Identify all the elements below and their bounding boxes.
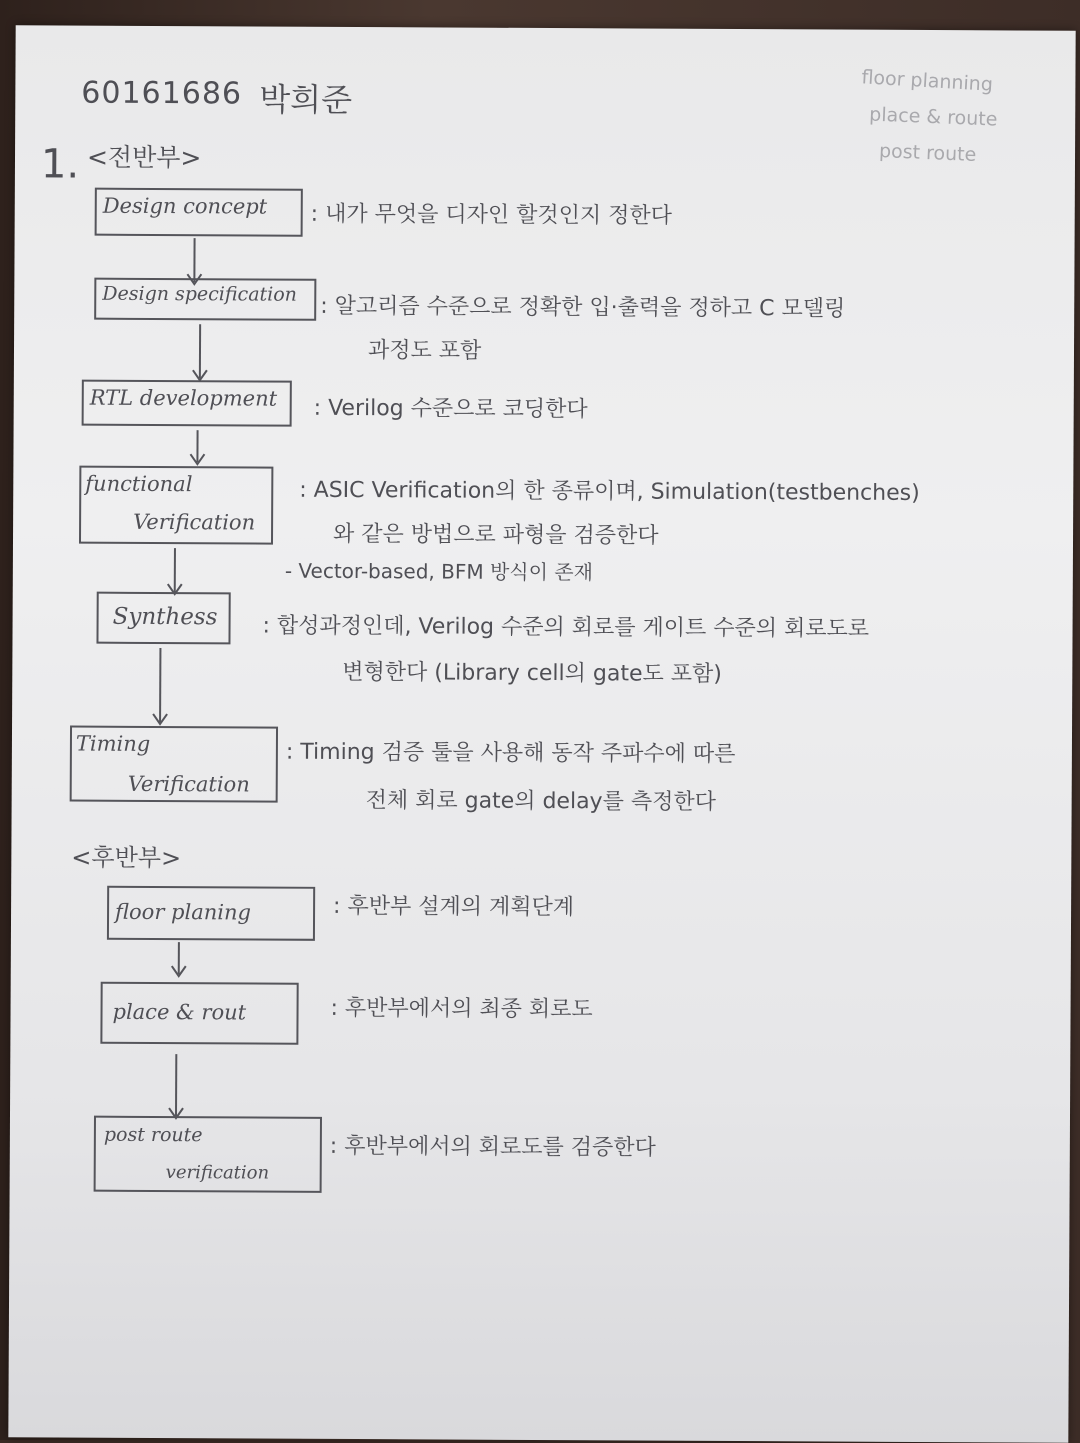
- flow-box-label-line: functional: [85, 472, 192, 497]
- corner-note-3: post route: [879, 140, 977, 166]
- flow-box-functional-verification: [79, 466, 273, 545]
- down-arrow-icon: [185, 428, 209, 468]
- flow-box-label-line: Verification: [128, 772, 250, 797]
- flow-box-post-route-verification: [94, 1116, 322, 1193]
- flow-box-label-line: verification: [166, 1162, 270, 1184]
- flow-box-label: Design concept: [103, 194, 268, 219]
- flow-description: : 후반부 설계의 계획단계: [333, 889, 574, 921]
- flow-description: : 알고리즘 수준으로 정확한 입·출력을 정하고 C 모델링: [320, 289, 845, 323]
- flow-box-label: RTL development: [90, 386, 277, 411]
- flow-description: - Vector-based, BFM 방식이 존재: [285, 555, 593, 586]
- back-end-heading: <후반부>: [71, 838, 181, 874]
- flow-description: : Verilog 수준으로 코딩한다: [314, 391, 588, 423]
- flow-box-place-route: [100, 982, 298, 1045]
- flow-box-timing-verification: [70, 726, 278, 803]
- down-arrow-icon: [167, 940, 191, 980]
- flow-box-floor-planning: [107, 886, 315, 941]
- student-id: 60161686: [81, 76, 242, 112]
- flow-description: 변형한다 (Library cell의 gate도 포함): [342, 655, 722, 688]
- flow-box-label-line: Verification: [133, 510, 255, 535]
- flow-description: : Timing 검증 툴을 사용해 동작 주파수에 따른: [286, 735, 736, 768]
- corner-note-2: place & route: [869, 103, 998, 130]
- flow-description: 와 같은 방법으로 파형을 검증한다: [333, 517, 659, 550]
- question-number: 1.: [41, 141, 79, 187]
- student-name: 박희준: [259, 75, 352, 121]
- flow-description: : ASIC Verification의 한 종류이며, Simulation(testbenches): [299, 473, 920, 507]
- flow-description: : 후반부에서의 최종 회로도: [330, 991, 592, 1023]
- corner-note-1: floor planning: [861, 66, 994, 96]
- front-end-heading: <전반부>: [87, 138, 202, 175]
- notebook-page: [8, 25, 1075, 1443]
- flow-box-synthesis: [96, 592, 230, 645]
- flow-box-label: floor planing: [115, 900, 251, 925]
- flow-box-label-line: Timing: [76, 732, 150, 756]
- down-arrow-icon: [164, 1052, 188, 1122]
- flow-box-label: Design specification: [102, 283, 297, 306]
- down-arrow-icon: [148, 646, 172, 728]
- flow-box-design-concept: [95, 188, 303, 237]
- flow-description: : 합성과정인데, Verilog 수준의 회로를 게이트 수준의 회로도로: [262, 609, 869, 643]
- flow-box-rtl-development: [82, 380, 292, 427]
- flow-box-label: Synthess: [113, 604, 218, 631]
- flow-description: 과정도 포함: [368, 333, 481, 365]
- flow-box-label: place & rout: [112, 1000, 246, 1025]
- flow-box-label-line: post route: [104, 1124, 203, 1147]
- flow-box-design-specification: [94, 278, 316, 321]
- flow-description: : 후반부에서의 회로도를 검증한다: [330, 1129, 656, 1162]
- down-arrow-icon: [188, 322, 212, 384]
- down-arrow-icon: [163, 546, 187, 598]
- flow-description: : 내가 무엇을 디자인 할것인지 정한다: [311, 197, 672, 230]
- flow-description: 전체 회로 gate의 delay를 측정한다: [366, 783, 716, 816]
